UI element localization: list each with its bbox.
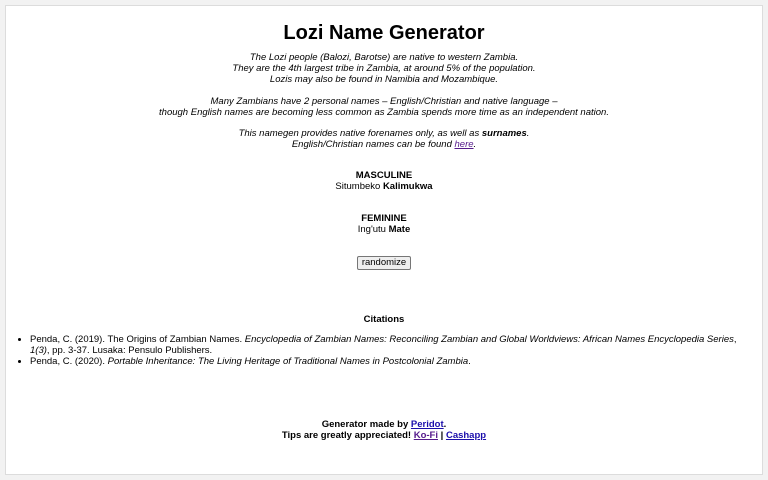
page-container xyxy=(5,5,763,475)
citation-item xyxy=(30,334,748,356)
feminine-name xyxy=(6,224,762,235)
masculine-forename: Situmbeko xyxy=(335,181,381,192)
citation-text: , pp. 3-37. Lusaka: Pensulo Publishers. xyxy=(46,345,213,356)
citations-heading: Citations xyxy=(363,314,405,325)
intro-paragraph-1 xyxy=(6,52,762,85)
intro-paragraph-3 xyxy=(6,128,762,150)
footer-text: . xyxy=(443,419,447,430)
cashapp-link[interactable]: Cashapp xyxy=(445,430,487,441)
footer-line-1 xyxy=(6,419,762,430)
feminine-heading: FEMININE xyxy=(361,213,407,224)
intro-line: Many Zambians have 2 personal names – English/Christian and native language – xyxy=(210,96,558,107)
intro-line: The Lozi people (Balozi, Barotse) are native to western Zambia. xyxy=(249,52,519,63)
randomize-button[interactable]: randomize xyxy=(357,256,411,270)
citation-item xyxy=(30,356,748,367)
footer-separator: | xyxy=(438,430,446,441)
citation-text: , xyxy=(733,334,737,345)
masculine-section xyxy=(6,170,762,192)
masculine-heading: MASCULINE xyxy=(355,170,413,181)
citations-list xyxy=(16,334,748,367)
intro-paragraph-2 xyxy=(6,96,762,118)
intro-line: Lozis may also be found in Namibia and Mozambique. xyxy=(269,74,499,85)
masculine-name xyxy=(6,181,762,192)
intro-line: though English names are becoming less common as Zambia spends more time as an independent nation. xyxy=(159,107,609,118)
feminine-surname: Mate xyxy=(388,224,411,235)
feminine-forename: Ing'utu xyxy=(357,224,386,235)
surnames-emphasis: surnames xyxy=(481,128,527,139)
page-title: Lozi Name Generator xyxy=(283,22,485,44)
peridot-link[interactable]: Peridot xyxy=(410,419,444,430)
footer-text: Generator made by xyxy=(321,419,411,430)
citation-text: Penda, C. (2020). xyxy=(30,356,108,367)
intro-text: . xyxy=(526,128,530,139)
feminine-section xyxy=(6,213,762,235)
citation-title: Portable Inheritance: The Living Heritage of Traditional Names in Postcolonial Zambia xyxy=(107,356,469,367)
footer-text: Tips are greatly appreciated! xyxy=(281,430,414,441)
masculine-surname: Kalimukwa xyxy=(382,181,433,192)
footer xyxy=(6,419,762,441)
here-link[interactable]: here xyxy=(454,139,474,150)
intro-text: This namegen provides native forenames only, as well as xyxy=(238,128,482,139)
intro-text: . xyxy=(473,139,477,150)
citation-volume: 1(3) xyxy=(30,345,47,356)
citation-text: Penda, C. (2019). The Origins of Zambian Names. xyxy=(30,334,245,345)
citation-text: . xyxy=(468,356,471,367)
kofi-link[interactable]: Ko-Fi xyxy=(413,430,439,441)
footer-line-2 xyxy=(6,430,762,441)
intro-line: They are the 4th largest tribe in Zambia, at around 5% of the population. xyxy=(232,63,536,74)
citation-title: Encyclopedia of Zambian Names: Reconciling Zambian and Global Worldviews: African Names Encyclopedia Series xyxy=(244,334,734,345)
intro-text: English/Christian names can be found xyxy=(291,139,455,150)
